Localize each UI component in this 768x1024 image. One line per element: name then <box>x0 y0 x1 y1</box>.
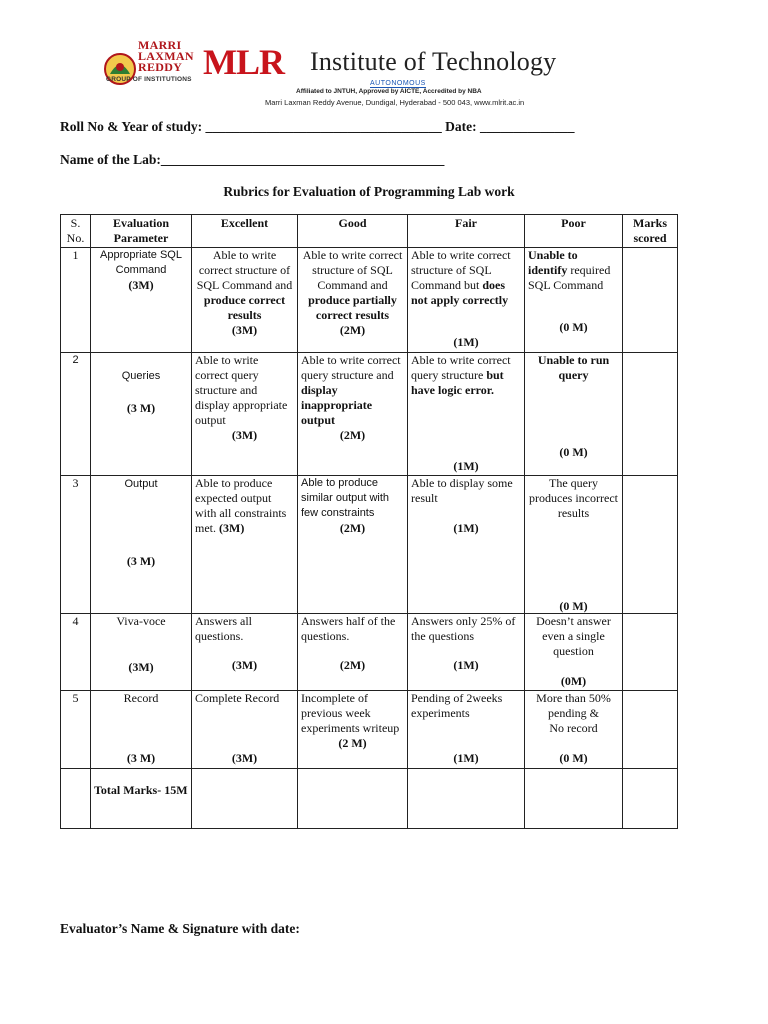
good-cell <box>298 353 408 476</box>
good-marks: (2M) <box>339 658 366 672</box>
poor-cell <box>525 476 623 614</box>
row-sno: 2 <box>61 353 91 476</box>
excellent-text: Answers all questions. <box>195 614 252 643</box>
evaluator-signature-line: Evaluator’s Name & Signature with date: <box>60 921 300 936</box>
poor-emphasis: Unable to identify <box>528 248 578 277</box>
table-header-row <box>61 215 678 248</box>
excellent-text: Able to produce expected output with all constraints met. <box>195 476 287 535</box>
address-line: Marri Laxman Reddy Avenue, Dundigal, Hyderabad - 500 043, www.mlrit.ac.in <box>265 98 525 107</box>
institute-name: Institute of Technology <box>310 47 557 76</box>
fair-cell <box>408 476 525 614</box>
poor-cell <box>525 614 623 691</box>
poor-marks: (0M) <box>560 674 587 688</box>
good-marks: (2M) <box>339 428 366 442</box>
marks-scored-cell <box>623 691 678 769</box>
marks-scored-cell <box>623 614 678 691</box>
poor-text: required SQL Command <box>528 263 611 292</box>
fair-text: Able to display some result <box>411 476 513 505</box>
roll-no-date-line: Roll No & Year of study: ___________________________________ Date: ______________ <box>60 119 575 134</box>
total-fair-cell <box>408 769 525 829</box>
total-excellent-cell <box>192 769 298 829</box>
marks-scored-cell <box>623 248 678 353</box>
fair-cell <box>408 248 525 353</box>
fair-text: Answers only 25% of the questions <box>411 614 516 643</box>
brand-line-2: LAXMAN <box>138 49 194 63</box>
row-sno: 5 <box>61 691 91 769</box>
excellent-cell <box>192 691 298 769</box>
col-header-sno: S. No. <box>61 215 91 248</box>
row-parameter <box>91 248 192 353</box>
excellent-text: Able to write correct structure of SQL Command and <box>196 248 293 292</box>
good-text: Able to produce similar output with few constraints <box>301 477 390 519</box>
fair-marks: (1M) <box>453 751 479 765</box>
poor-marks: (0 M) <box>559 445 588 459</box>
good-cell <box>298 691 408 769</box>
total-good-cell <box>298 769 408 829</box>
group-of-institutions: GROUP OF INSTITUTIONS <box>106 76 192 83</box>
good-text: Able to write correct structure of SQL Command and <box>302 248 403 292</box>
fair-text: Able to write correct query structure <box>411 353 511 382</box>
good-emphasis: display inappropriate output <box>301 383 373 427</box>
good-text: Answers half of the questions. <box>301 614 396 643</box>
affiliation-line: Affiliated to JNTUH, Approved by AICTE, Accredited by NBA <box>296 88 482 95</box>
fair-emphasis: but have logic error. <box>411 368 504 397</box>
parameter-marks: (3 M) <box>126 401 156 415</box>
excellent-marks: (3M) <box>231 751 258 765</box>
marks-scored-cell <box>623 353 678 476</box>
col-header-fair: Fair <box>408 215 525 248</box>
row-parameter <box>91 614 192 691</box>
good-text: Incomplete of previous week experiments writeup <box>301 691 400 735</box>
poor-text: More than 50% pending & <box>536 691 611 720</box>
parameter-name: Appropriate SQL Command <box>100 249 182 276</box>
excellent-cell <box>192 353 298 476</box>
parameter-name: Viva-voce <box>116 614 166 628</box>
poor-cell <box>525 248 623 353</box>
parameter-marks: (3 M) <box>126 554 156 568</box>
total-poor-cell <box>525 769 623 829</box>
page-title: Rubrics for Evaluation of Programming Lab work <box>223 184 515 199</box>
fair-text: Able to write correct structure of SQL Command but <box>411 248 511 292</box>
good-marks: (2M) <box>339 323 366 337</box>
good-marks: (2M) <box>339 521 366 535</box>
row-sno: 1 <box>61 248 91 353</box>
excellent-text: Able to write correct query structure and display appropriate output <box>195 353 288 427</box>
poor-text: Doesn’t answer even a single question <box>536 614 611 658</box>
good-text: Able to write correct query structure and <box>301 353 401 382</box>
col-header-poor: Poor <box>525 215 623 248</box>
table-row <box>61 353 678 476</box>
col-header-good: Good <box>298 215 408 248</box>
total-marks-scored-cell <box>623 769 678 829</box>
parameter-name: Record <box>123 691 159 705</box>
total-marks-label: Total Marks- 15M <box>91 769 192 829</box>
good-cell <box>298 248 408 353</box>
fair-marks: (1M) <box>453 459 479 473</box>
col-header-marks: Marks scored <box>623 215 678 248</box>
poor-text-2: No record <box>549 721 598 735</box>
fair-cell <box>408 614 525 691</box>
lab-name-line: Name of the Lab:__________________________________________ <box>60 152 445 167</box>
fair-marks: (1M) <box>453 335 479 349</box>
row-sno: 3 <box>61 476 91 614</box>
table-row <box>61 476 678 614</box>
fair-cell <box>408 691 525 769</box>
marks-scored-cell <box>623 476 678 614</box>
col-header-excellent: Excellent <box>192 215 298 248</box>
good-marks: (2 M) <box>338 736 367 750</box>
poor-cell <box>525 691 623 769</box>
fair-marks: (1M) <box>453 658 479 672</box>
excellent-marks: (3M) <box>231 323 258 337</box>
excellent-marks: (3M) <box>231 428 258 442</box>
good-cell <box>298 476 408 614</box>
brand-line-3: REDDY <box>138 60 183 74</box>
rubric-table <box>60 214 678 829</box>
autonomous-label: AUTONOMOUS <box>370 80 426 87</box>
poor-emphasis: Unable to run query <box>537 353 610 382</box>
excellent-emphasis: produce correct results <box>203 293 286 322</box>
parameter-marks: (3M) <box>128 278 154 292</box>
good-cell <box>298 614 408 691</box>
poor-cell <box>525 353 623 476</box>
excellent-text: Complete Record <box>195 691 280 705</box>
good-emphasis: produce partially correct results <box>308 293 397 322</box>
row-parameter <box>91 353 192 476</box>
fair-emphasis: does not apply correctly <box>411 278 509 307</box>
fair-cell <box>408 353 525 476</box>
excellent-marks: (3M) <box>231 658 258 672</box>
parameter-marks: (3M) <box>128 660 154 674</box>
parameter-name: Queries <box>121 370 161 382</box>
total-row <box>61 769 678 829</box>
poor-text: The query produces incorrect results <box>529 476 618 520</box>
table-row <box>61 248 678 353</box>
fair-marks: (1M) <box>453 521 479 535</box>
col-header-parameter: Evaluation Parameter <box>91 215 192 248</box>
brand-line-1: MARRI <box>138 38 182 52</box>
table-row <box>61 614 678 691</box>
excellent-cell <box>192 248 298 353</box>
excellent-cell <box>192 476 298 614</box>
mlr-logotype: MLR <box>203 42 284 82</box>
excellent-cell <box>192 614 298 691</box>
poor-marks: (0 M) <box>559 320 588 334</box>
table-row <box>61 691 678 769</box>
row-parameter <box>91 691 192 769</box>
row-sno: 4 <box>61 614 91 691</box>
poor-marks: (0 M) <box>559 751 588 765</box>
row-parameter <box>91 476 192 614</box>
brand-name-stack <box>138 40 208 73</box>
total-sno-cell <box>61 769 91 829</box>
institute-header <box>100 38 620 110</box>
poor-marks: (0 M) <box>559 599 588 613</box>
parameter-marks: (3 M) <box>126 751 156 765</box>
excellent-marks: (3M) <box>219 521 245 535</box>
parameter-name: Output <box>124 478 158 490</box>
fair-text: Pending of 2weeks experiments <box>411 691 503 720</box>
